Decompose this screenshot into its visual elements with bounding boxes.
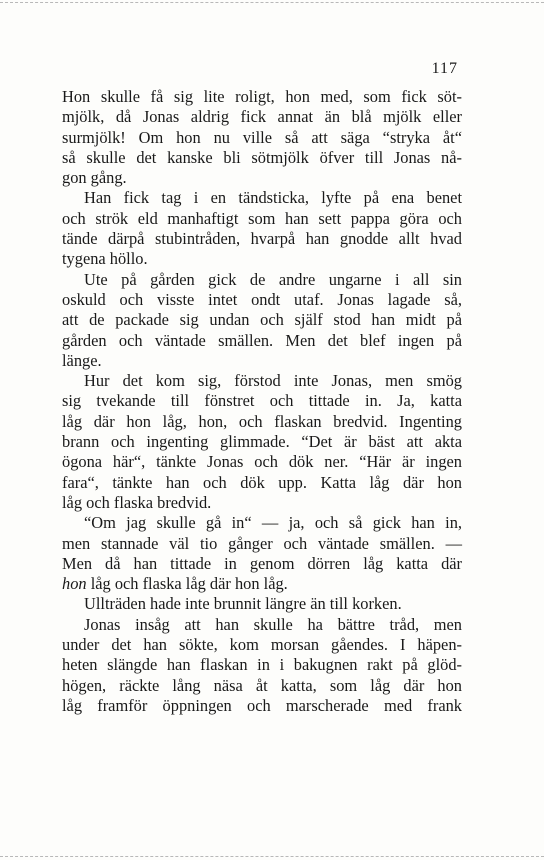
text-line: låg där hon låg, hon, och flaskan bredvid. Ingenting <box>62 411 462 431</box>
text-line: gon gång. <box>62 168 127 188</box>
text-line: Hur det kom sig, förstod inte Jonas, men smög <box>84 371 462 391</box>
text-line: brann och ingenting glimmade. “Det är bäst att akta <box>62 432 462 452</box>
italic-word: hon <box>62 574 87 594</box>
text-line: tände därpå stubintråden, hvarpå han gnodde allt hvad <box>62 229 462 249</box>
text-line: länge. <box>62 350 102 370</box>
text-line: och strök eld manhaftigt som han sett pappa göra och <box>62 208 462 228</box>
text-line: mjölk, då Jonas aldrig fick annat än blå mjölk eller <box>62 107 462 127</box>
text-line: fara“, tänkte han och dök upp. Katta låg där hon <box>62 472 462 492</box>
text-line: högen, räckte lång näsa åt katta, som låg där hon <box>62 675 462 695</box>
top-scan-edge <box>0 2 544 3</box>
bottom-scan-edge <box>0 856 544 857</box>
text-line: så skulle det kanske bli sötmjölk öfver till Jonas nå- <box>62 147 462 167</box>
text-line: tygena höllo. <box>62 249 148 269</box>
text-line: surmjölk! Om hon nu ville så att säga “stryka åt“ <box>62 127 462 147</box>
text-line: låg framför öppningen och marscherade med frank <box>62 695 462 715</box>
text-line: Hon skulle få sig lite roligt, hon med, som fick söt- <box>62 87 462 106</box>
text-line: Jonas insåg att han skulle ha bättre tråd, men <box>84 614 462 634</box>
text-line: heten slängde han flaskan in i bakugnen rakt på glöd- <box>62 655 462 675</box>
text-line: Ute på gården gick de andre ungarne i all sin <box>84 269 462 289</box>
text-line: ögona här“, tänkte Jonas och dök ner. “Här är ingen <box>62 452 462 472</box>
text-line: oskuld och visste intet ondt utaf. Jonas lagade så, <box>62 289 462 309</box>
text-line <box>62 574 462 594</box>
text-line: under det han sökte, kom morsan gåendes. I häpen- <box>62 635 462 655</box>
line-rest: låg och flaska låg där hon låg. <box>86 574 288 594</box>
body-text <box>62 87 462 716</box>
text-line: Han fick tag i en tändsticka, lyfte på ena benet <box>84 188 462 208</box>
text-line: sig tvekande till fönstret och tittade in. Ja, katta <box>62 391 462 411</box>
text-line: men stannade väl tio gånger och väntade smällen. — <box>62 533 462 553</box>
text-line: att de packade sig undan och själf stod han midt på <box>62 310 462 330</box>
text-line: Men då han tittade in genom dörren låg katta där <box>62 553 462 573</box>
text-line: låg och flaska bredvid. <box>62 492 212 512</box>
text-line: gården och väntade smällen. Men det blef ingen på <box>62 330 462 350</box>
text-line: Ullträden hade inte brunnit längre än till korken. <box>84 594 402 614</box>
page-number: 117 <box>431 60 458 77</box>
text-line: “Om jag skulle gå in“ — ja, och så gick han in, <box>84 513 462 533</box>
